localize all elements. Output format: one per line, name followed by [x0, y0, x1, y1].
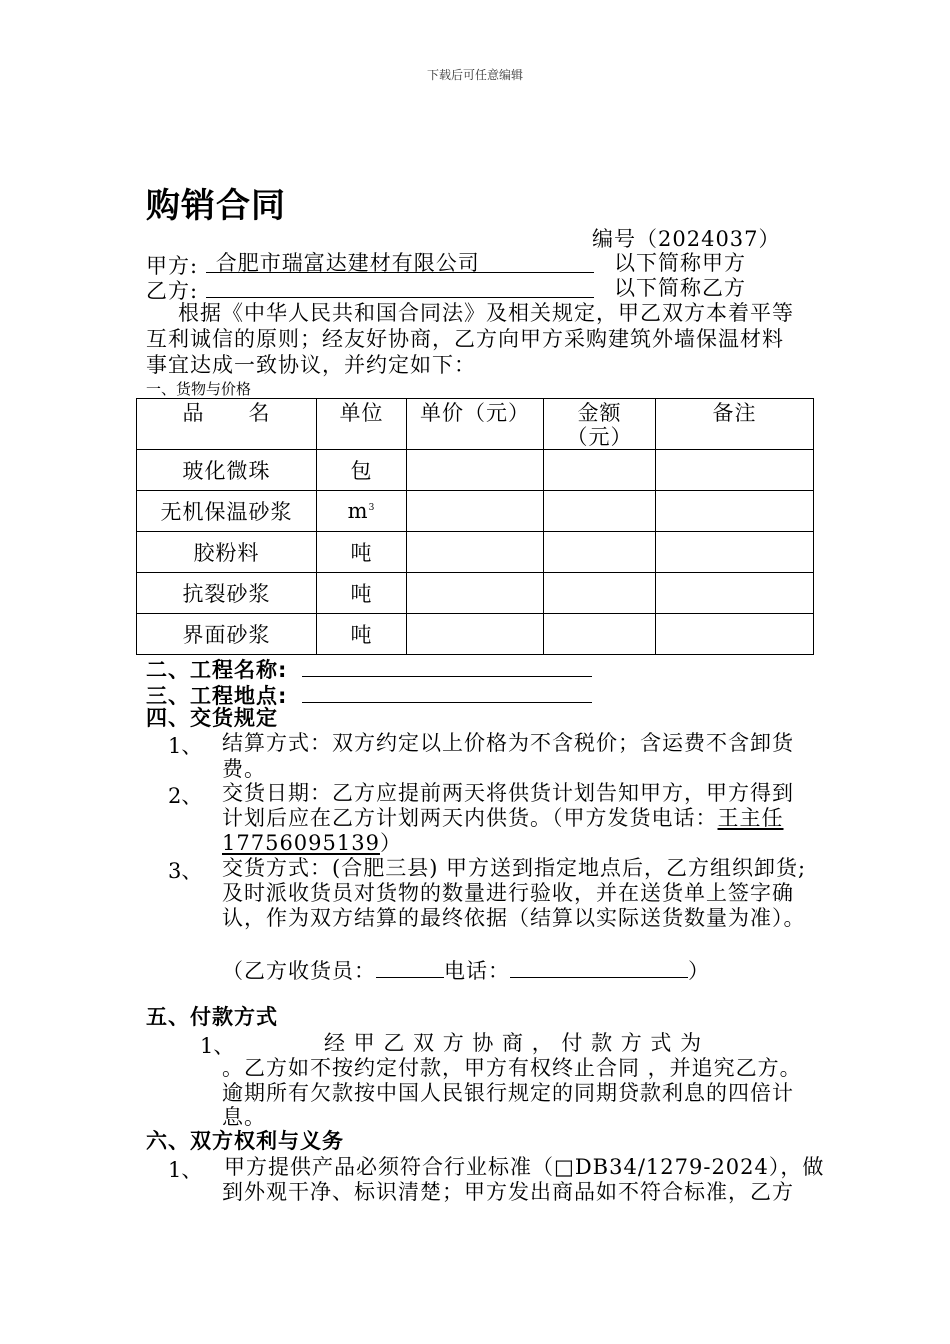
section-3-heading: 三、工程地点: [146, 680, 592, 709]
contract-number: 编号（2024037） [592, 227, 781, 251]
header-unit: 单位 [317, 399, 407, 450]
product-name: 抗裂砂浆 [137, 573, 317, 614]
section-1-heading: 一、货物与价格 [146, 380, 252, 398]
delivery-item-2-line-3: 17756095139） [222, 831, 402, 855]
unit-price-cell[interactable] [407, 614, 544, 655]
party-b-suffix: 以下简称乙方 [614, 276, 746, 300]
rights-line-2: 到外观干净、标识清楚；甲方发出商品如不符合标准，乙方 [222, 1180, 794, 1204]
amount-cell[interactable] [544, 450, 656, 491]
unit-price-cell[interactable] [407, 573, 544, 614]
payment-line-1: 经 甲 乙 双 方 协 商 ， 付 款 方 式 为 [324, 1031, 703, 1055]
remarks-cell[interactable] [656, 614, 814, 655]
intro-line-3: 事宜达成一致协议，并约定如下： [146, 353, 476, 377]
table-row [137, 532, 814, 573]
amount-cell[interactable] [544, 491, 656, 532]
product-unit: 吨 [317, 573, 407, 614]
payment-line-3: 逾期所有欠款按中国人民银行规定的同期贷款利息的四倍计 [222, 1081, 794, 1105]
table-header-row [137, 399, 814, 450]
section-5-heading: 五、付款方式 [146, 1005, 278, 1029]
rights-line-1: 甲方提供产品必须符合行业标准（□DB34/1279-2024），做 [224, 1155, 825, 1179]
party-a-name: 合肥市瑞富达建材有限公司 [215, 251, 480, 275]
delivery-item-3-number: 3、 [168, 859, 203, 883]
product-name: 胶粉料 [137, 532, 317, 573]
unit-price-cell[interactable] [407, 491, 544, 532]
product-unit: 吨 [317, 532, 407, 573]
rights-item-1-number: 1、 [168, 1158, 203, 1182]
amount-cell[interactable] [544, 532, 656, 573]
project-name-field[interactable] [302, 654, 592, 677]
section-2-heading: 二、工程名称: [146, 654, 592, 683]
table-row [137, 450, 814, 491]
delivery-item-3-line-1: 交货方式：(合肥三县) 甲方送到指定地点后，乙方组织卸货; [222, 856, 807, 880]
party-a-label: 甲方: [146, 254, 199, 278]
payment-item-1-number: 1、 [200, 1034, 235, 1058]
header-product: 品 名 [137, 399, 317, 450]
remarks-cell[interactable] [656, 450, 814, 491]
project-location-field[interactable] [302, 680, 592, 703]
table-row [137, 614, 814, 655]
intro-line-2: 互利诚信的原则；经友好协商，乙方向甲方采购建筑外墙保温材料 [146, 327, 784, 351]
section-6-heading: 六、双方权利与义务 [146, 1129, 344, 1153]
header-remarks: 备注 [656, 399, 814, 450]
payment-line-4: 息。 [222, 1105, 266, 1129]
shipping-contact-name: 王主任 [717, 806, 784, 830]
party-b-name-field [206, 275, 594, 298]
section-4-heading: 四、交货规定 [146, 706, 278, 730]
table-row [137, 491, 814, 532]
product-unit: $m^3$ [317, 491, 407, 532]
amount-cell[interactable] [544, 614, 656, 655]
unit-price-cell[interactable] [407, 532, 544, 573]
product-name: 界面砂浆 [137, 614, 317, 655]
remarks-cell[interactable] [656, 532, 814, 573]
delivery-item-2-number: 2、 [168, 784, 203, 808]
unit-price-cell[interactable] [407, 450, 544, 491]
shipping-contact-phone: 17756095139 [222, 831, 380, 855]
delivery-item-1-line-2: 费。 [222, 757, 266, 781]
unit-superscript: 3 [368, 503, 376, 513]
intro-line-1: 根据《中华人民共和国合同法》及相关规定，甲乙双方本着平等 [178, 301, 794, 325]
party-b-label: 乙方: [146, 279, 199, 303]
header-unit-price: 单价（元） [407, 399, 544, 450]
goods-table [136, 398, 814, 655]
document-title: 购销合同 [146, 186, 286, 226]
remarks-cell[interactable] [656, 491, 814, 532]
product-name: 玻化微珠 [137, 450, 317, 491]
header-note: 下载后可任意编辑 [426, 68, 523, 82]
remarks-cell[interactable] [656, 573, 814, 614]
header-amount: 金额（元） [544, 399, 656, 450]
delivery-item-1-line-1: 结算方式：双方约定以上价格为不含税价；含运费不含卸货 [222, 731, 794, 755]
receiver-line: （乙方收货员： 电话： ） [222, 955, 710, 984]
delivery-item-1-number: 1、 [168, 734, 203, 758]
delivery-item-2-line-1: 交货日期：乙方应提前两天将供货计划告知甲方，甲方得到 [222, 781, 794, 805]
amount-cell[interactable] [544, 573, 656, 614]
product-unit: 吨 [317, 614, 407, 655]
product-unit: 包 [317, 450, 407, 491]
receiver-phone-field[interactable] [510, 955, 688, 978]
party-a-name-field [206, 250, 594, 273]
receiver-name-field[interactable] [376, 955, 444, 978]
table-row [137, 573, 814, 614]
payment-line-2: 。乙方如不按约定付款，甲方有权终止合同 ，并追究乙方。 [222, 1056, 802, 1080]
delivery-item-3-line-3: 认，作为双方结算的最终依据（结算以实际送货数量为准）。 [222, 906, 806, 930]
delivery-item-2-line-2: 计划后应在乙方计划两天内供货。（甲方发货电话：王主任 [222, 806, 784, 830]
product-name: 无机保温砂浆 [137, 491, 317, 532]
delivery-item-3-line-2: 及时派收货员对货物的数量进行验收，并在送货单上签字确 [222, 881, 794, 905]
party-a-suffix: 以下简称甲方 [614, 251, 746, 275]
